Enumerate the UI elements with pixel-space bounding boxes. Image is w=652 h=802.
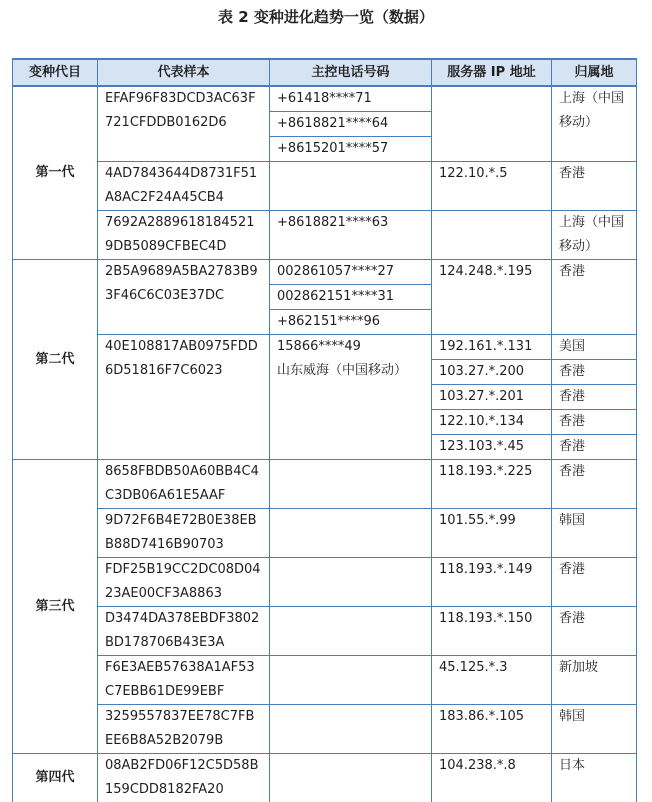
table-caption: 表 2 变种进化趋势一览（数据）	[218, 8, 434, 26]
table-row	[13, 335, 637, 360]
ip-cell	[432, 211, 552, 260]
ip-cell: 123.103.*.45	[432, 435, 552, 460]
location-cell: 上海（中国移动）	[552, 211, 637, 260]
location-cell: 香港	[552, 558, 637, 607]
phone-cell	[270, 607, 432, 656]
table-row	[13, 162, 637, 211]
table-row	[13, 86, 637, 112]
table-row	[13, 260, 637, 285]
ip-cell: 118.193.*.150	[432, 607, 552, 656]
location-cell: 香港	[552, 460, 637, 509]
phone-location: 山东威海（中国移动）	[277, 363, 408, 378]
ip-cell: 124.248.*.195	[432, 260, 552, 335]
header-generation: 变种代目	[13, 59, 98, 86]
phone-cell	[270, 162, 432, 211]
phone-cell: 002862151****31	[270, 285, 432, 310]
sample-cell: 3259557837EE78C7FBEE6B8A52B2079B	[98, 705, 270, 754]
generation-cell: 第三代	[13, 460, 98, 754]
phone-cell	[270, 656, 432, 705]
phone-cell	[270, 705, 432, 754]
location-cell: 美国	[552, 335, 637, 360]
table-row	[13, 558, 637, 607]
generation-cell: 第一代	[13, 86, 98, 260]
generation-cell: 第四代	[13, 754, 98, 802]
table-row	[13, 460, 637, 509]
phone-cell: +862151****96	[270, 310, 432, 335]
header-server-ip: 服务器 IP 地址	[432, 59, 552, 86]
sample-cell: D3474DA378EBDF3802BD178706B43E3A	[98, 607, 270, 656]
header-phone: 主控电话号码	[270, 59, 432, 86]
location-cell: 日本	[552, 754, 637, 802]
location-cell: 香港	[552, 607, 637, 656]
ip-cell: 103.27.*.200	[432, 360, 552, 385]
sample-cell: 9D72F6B4E72B0E38EBB88D7416B90703	[98, 509, 270, 558]
header-sample: 代表样本	[98, 59, 270, 86]
ip-cell: 104.238.*.8	[432, 754, 552, 802]
sample-cell: 8658FBDB50A60BB4C4C3DB06A61E5AAF	[98, 460, 270, 509]
header-row	[13, 59, 637, 86]
phone-cell	[270, 509, 432, 558]
phone-cell: +8618821****63	[270, 211, 432, 260]
phone-cell	[270, 754, 432, 802]
sample-cell: F6E3AEB57638A1AF53C7EBB61DE99EBF	[98, 656, 270, 705]
phone-cell	[270, 335, 432, 460]
phone-cell: +8618821****64	[270, 112, 432, 137]
location-cell: 香港	[552, 410, 637, 435]
table-row	[13, 211, 637, 260]
phone-cell: 002861057****27	[270, 260, 432, 285]
location-cell: 香港	[552, 435, 637, 460]
table-row	[13, 656, 637, 705]
sample-cell: FDF25B19CC2DC08D0423AE00CF3A8863	[98, 558, 270, 607]
phone-cell	[270, 460, 432, 509]
location-cell: 上海（中国移动）	[552, 86, 637, 162]
location-cell: 香港	[552, 360, 637, 385]
header-location: 归属地	[552, 59, 637, 86]
location-cell: 香港	[552, 162, 637, 211]
ip-cell	[432, 86, 552, 162]
table-row	[13, 705, 637, 754]
sample-cell: 4AD7843644D8731F51A8AC2F24A45CB4	[98, 162, 270, 211]
phone-cell: +61418****71	[270, 86, 432, 112]
phone-number: 15866****49	[277, 339, 361, 354]
sample-cell: 7692A28896181845219DB5089CFBEC4D	[98, 211, 270, 260]
location-cell: 韩国	[552, 509, 637, 558]
variant-evolution-table	[12, 58, 637, 802]
sample-cell: 2B5A9689A5BA2783B93F46C6C03E37DC	[98, 260, 270, 335]
ip-cell: 122.10.*.5	[432, 162, 552, 211]
table-row	[13, 754, 637, 802]
ip-cell: 192.161.*.131	[432, 335, 552, 360]
ip-cell: 183.86.*.105	[432, 705, 552, 754]
location-cell: 新加坡	[552, 656, 637, 705]
sample-cell: EFAF96F83DCD3AC63F721CFDDB0162D6	[98, 86, 270, 162]
ip-cell: 45.125.*.3	[432, 656, 552, 705]
location-cell: 香港	[552, 260, 637, 335]
ip-cell: 101.55.*.99	[432, 509, 552, 558]
ip-cell: 118.193.*.149	[432, 558, 552, 607]
sample-cell: 08AB2FD06F12C5D58B159CDD8182FA20	[98, 754, 270, 802]
ip-cell: 103.27.*.201	[432, 385, 552, 410]
sample-cell: 40E108817AB0975FDD6D51816F7C6023	[98, 335, 270, 460]
table-row	[13, 509, 637, 558]
ip-cell: 122.10.*.134	[432, 410, 552, 435]
location-cell: 香港	[552, 385, 637, 410]
location-cell: 韩国	[552, 705, 637, 754]
ip-cell: 118.193.*.225	[432, 460, 552, 509]
table-row	[13, 607, 637, 656]
phone-cell: +8615201****57	[270, 137, 432, 162]
generation-cell: 第二代	[13, 260, 98, 460]
phone-cell	[270, 558, 432, 607]
